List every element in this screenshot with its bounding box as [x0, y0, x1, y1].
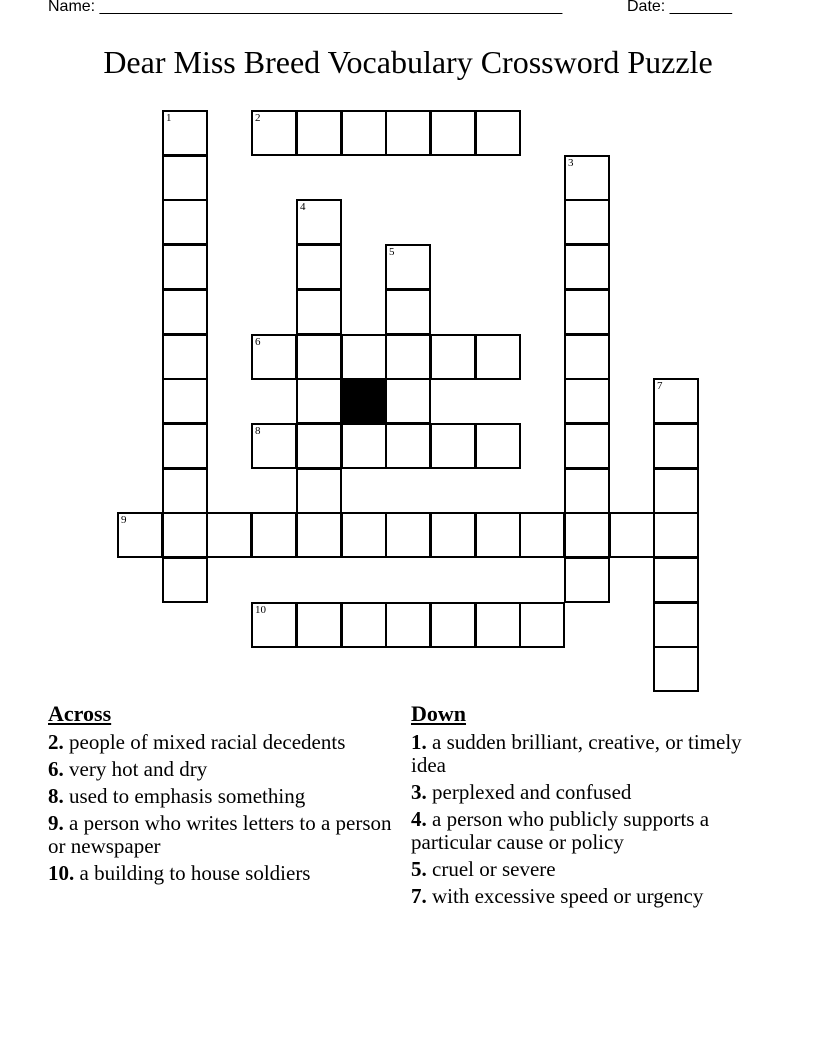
across-clue: [48, 812, 393, 858]
grid-cell[interactable]: [296, 602, 342, 648]
clue-number-label: 1: [166, 112, 172, 124]
grid-cell[interactable]: [430, 110, 476, 156]
grid-cell[interactable]: [162, 110, 208, 156]
grid-cell[interactable]: [251, 423, 297, 469]
grid-cell[interactable]: [296, 334, 342, 380]
clue-number: 8.: [48, 784, 64, 808]
grid-cell[interactable]: [162, 155, 208, 201]
clue-number: 9.: [48, 811, 64, 835]
grid-cell[interactable]: [385, 334, 431, 380]
clue-number-label: 9: [121, 514, 127, 526]
clue-text: cruel or severe: [432, 857, 556, 881]
clue-number: 1.: [411, 730, 427, 754]
across-clue: [48, 758, 393, 781]
down-clue: [411, 808, 756, 854]
grid-cell[interactable]: [385, 378, 431, 424]
grid-cell[interactable]: [564, 289, 610, 335]
grid-cell[interactable]: [385, 110, 431, 156]
clue-text: perplexed and confused: [432, 780, 632, 804]
clue-number-label: 8: [255, 425, 261, 437]
grid-cell[interactable]: [296, 110, 342, 156]
grid-cell[interactable]: [251, 602, 297, 648]
grid-cell[interactable]: [564, 468, 610, 514]
clue-text: a sudden brilliant, creative, or timely idea: [411, 730, 742, 777]
grid-cell[interactable]: [430, 602, 476, 648]
clue-text: people of mixed racial decedents: [69, 730, 346, 754]
grid-cell[interactable]: [564, 423, 610, 469]
clue-text: used to emphasis something: [69, 784, 306, 808]
grid-cell[interactable]: [475, 602, 521, 648]
grid-cell[interactable]: [430, 334, 476, 380]
grid-cell[interactable]: [296, 378, 342, 424]
grid-cell[interactable]: [162, 199, 208, 245]
grid-cell[interactable]: [564, 155, 610, 201]
grid-cell[interactable]: [475, 423, 521, 469]
grid-cell[interactable]: [609, 512, 655, 558]
grid-cell[interactable]: [296, 199, 342, 245]
across-clues: [48, 702, 393, 889]
grid-cell[interactable]: [475, 110, 521, 156]
grid-cell[interactable]: [296, 512, 342, 558]
grid-cell[interactable]: [162, 512, 208, 558]
down-clue: [411, 781, 756, 804]
clue-text: very hot and dry: [69, 757, 208, 781]
grid-cell[interactable]: [251, 334, 297, 380]
grid-cell[interactable]: [475, 512, 521, 558]
grid-cell[interactable]: [296, 423, 342, 469]
grid-cell[interactable]: [296, 244, 342, 290]
grid-cell[interactable]: [430, 423, 476, 469]
grid-cell[interactable]: [162, 423, 208, 469]
grid-cell[interactable]: [564, 557, 610, 603]
down-heading: Down: [411, 701, 467, 726]
page-title: Dear Miss Breed Vocabulary Crossword Puzzle: [103, 44, 713, 80]
across-clue: [48, 862, 393, 885]
across-clue: [48, 731, 393, 754]
grid-cell[interactable]: [162, 468, 208, 514]
clue-text: a person who publicly supports a particular cause or policy: [411, 807, 710, 854]
grid-cell[interactable]: [117, 512, 163, 558]
clue-number-label: 3: [568, 157, 574, 169]
grid-cell[interactable]: [519, 602, 565, 648]
name-field-label: Name: ____________________________________________________: [48, 0, 563, 15]
grid-cell[interactable]: [162, 289, 208, 335]
grid-cell[interactable]: [385, 512, 431, 558]
grid-cell[interactable]: [564, 199, 610, 245]
grid-cell[interactable]: [251, 512, 297, 558]
grid-cell[interactable]: [162, 378, 208, 424]
grid-cell[interactable]: [564, 512, 610, 558]
down-clue: [411, 858, 756, 881]
clue-number-label: 5: [389, 246, 395, 258]
grid-cell[interactable]: [475, 334, 521, 380]
clue-number: 4.: [411, 807, 427, 831]
clue-number-label: 10: [255, 604, 266, 616]
clue-number-label: 2: [255, 112, 261, 124]
grid-cell[interactable]: [385, 244, 431, 290]
grid-cell[interactable]: [430, 512, 476, 558]
down-clues: [411, 702, 756, 912]
grid-cell[interactable]: [341, 334, 387, 380]
grid-cell[interactable]: [206, 512, 252, 558]
clue-number: 7.: [411, 884, 427, 908]
clue-number-label: 6: [255, 336, 261, 348]
clue-text: with excessive speed or urgency: [432, 884, 704, 908]
date-field-label: Date: _______: [627, 0, 732, 15]
grid-cell[interactable]: [296, 468, 342, 514]
down-clue: [411, 885, 756, 908]
grid-cell[interactable]: [341, 512, 387, 558]
grid-cell[interactable]: [162, 334, 208, 380]
grid-cell[interactable]: [385, 423, 431, 469]
grid-cell[interactable]: [162, 244, 208, 290]
clue-number-label: 4: [300, 201, 306, 213]
clue-number: 3.: [411, 780, 427, 804]
grid-cell[interactable]: [653, 378, 699, 424]
clue-number: 10.: [48, 861, 75, 885]
grid-cell[interactable]: [653, 423, 699, 469]
grid-cell[interactable]: [385, 602, 431, 648]
grid-cell[interactable]: [341, 423, 387, 469]
grid-cell[interactable]: [385, 289, 431, 335]
clue-number: 2.: [48, 730, 64, 754]
grid-cell[interactable]: [564, 244, 610, 290]
across-heading: Across: [48, 701, 112, 726]
grid-cell[interactable]: [519, 512, 565, 558]
down-clue: [411, 731, 756, 777]
grid-cell[interactable]: [162, 557, 208, 603]
grid-cell[interactable]: [653, 468, 699, 514]
grid-cell[interactable]: [564, 334, 610, 380]
clue-number: 6.: [48, 757, 64, 781]
clue-text: a building to house soldiers: [79, 861, 311, 885]
shaded-cell: [341, 378, 387, 424]
grid-cell[interactable]: [341, 110, 387, 156]
grid-cell[interactable]: [341, 602, 387, 648]
across-clue: [48, 785, 393, 808]
clue-text: a person who writes letters to a person or newspaper: [48, 811, 392, 858]
grid-cell[interactable]: [653, 602, 699, 648]
grid-cell[interactable]: [653, 557, 699, 603]
grid-cell[interactable]: [653, 512, 699, 558]
grid-cell[interactable]: [564, 378, 610, 424]
clue-number-label: 7: [657, 380, 663, 392]
grid-cell[interactable]: [296, 289, 342, 335]
grid-cell[interactable]: [251, 110, 297, 156]
clue-number: 5.: [411, 857, 427, 881]
grid-cell[interactable]: [653, 646, 699, 692]
